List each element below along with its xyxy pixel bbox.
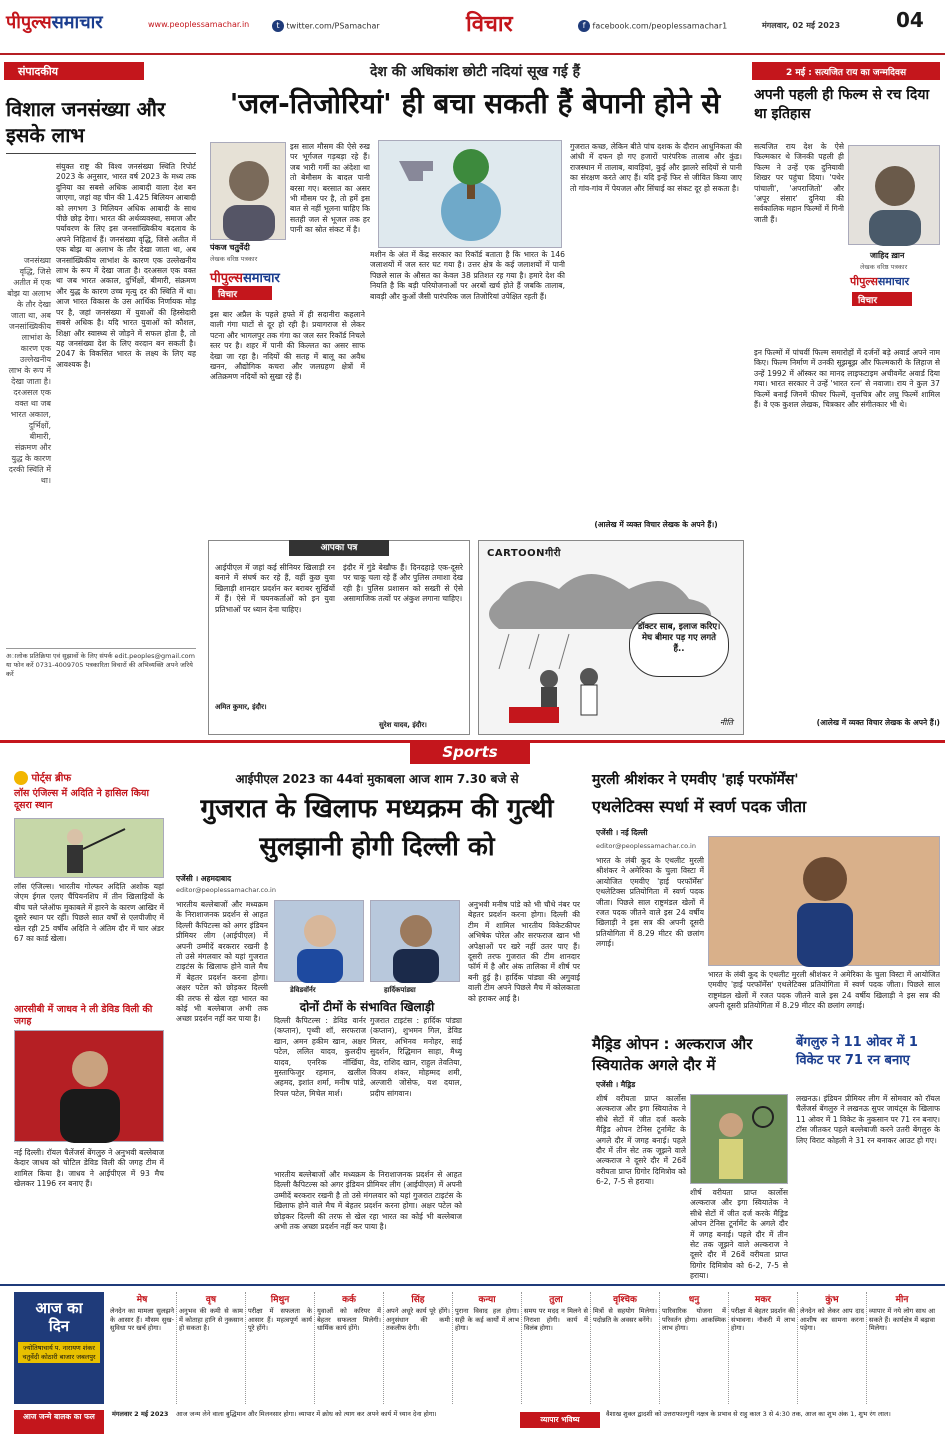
person-avatar-icon (275, 901, 365, 983)
ray-title: अपनी पहली ही फिल्म से रच दिया था इतिहास (754, 87, 930, 122)
murali-headline: एथलेटिक्स स्पर्धा में स्वर्ण पदक जीता (592, 797, 807, 816)
main-headline: 'जल-तिजोरियां' ही बचा सकती हैं बेपानी होने से (229, 87, 721, 120)
sports-band: Sports (410, 740, 530, 764)
cartoon-signature: नीति (719, 718, 733, 727)
birthday-text: आज जन्म लेने वाला बुद्धिमान और मिलनसार होगा। व्यापार में क्रोध को त्याग कर अपने कार्य में ध्यान देना होगा। (176, 1410, 437, 1418)
rashi-singh: सिंह अपने अधूरे कार्य पूरे होंगे। अनुसंधान की कमी तकलीफ देगी। (384, 1292, 453, 1404)
team2-list: गुजरात टाइटंस : हार्दिक पांड्या (कप्तान), शुभमन गिल, डेविड मिलर, अभिनव मनोहर, साई सुदर्शन, रिद्धिमान साहा, मैथ्यू वेड, राशिद खान, राहुल तेवतिया, विजय शंकर, मोहम्मद शमी, अल्जारी जोसेफ, यश दयाल, प्रदीप सांगवान। (370, 1016, 462, 1098)
rashi-kanya: कन्या पुराना विवाद हल होगा। सही के कई कार्यों में लाभ होगा। (453, 1292, 522, 1404)
editorial-pullquote: जनसंख्या वृद्धि, जिसे अतीत में एक बोझ या अलाभ के तौर देखा जाता था, अब जनसांख्यिकीय लाभांश के कारण एक उल्लेखनीय लाभ के रूप में देखा जाता है। दरअसल एक वक्त था जब भारत अकाल, दुर्भिक्षों, बीमारी, संक्रमण और युद्ध के कारण दरकी स्थिति में था। (7, 256, 51, 485)
today-label-1: आज का (35, 1299, 83, 1317)
main-kicker: देश की अधिकांश छोटी नदियां सूख गई हैं (369, 64, 581, 80)
murali-agency: एजेंसी । नई दिल्ली (596, 828, 648, 837)
website-link[interactable]: www.peoplessamachar.in (148, 20, 250, 29)
rashi-mithun: मिथुन परीक्षा में सफलता के आसार हैं। महत्वपूर्ण कार्य पूरे होंगे। (246, 1292, 315, 1404)
editorial-footer: अालोक प्रतिक्रिया एवं सुझावों के लिए संपर्क edit.peoples@gmail.com या फोन करें 0731-4009705 पत्रकारिता विचारों की अभिव्यक्ति अपने जरिये करें (6, 648, 196, 679)
ray-author-role: लेखक वरिष्ठ पत्रकार (860, 263, 908, 271)
ray-brand-tag: विचार (852, 292, 912, 306)
madrid-body-cont: शीर्ष वरीयता प्राप्त कार्लोस अल्कराज और इगा स्वियातेक ने सीधे सेटों में जीत दर्ज करके मैड्रिड ओपन टेनिस टूर्नामेंट के अगले दौर में जगह बनाई। पहले दौर में तीन सेट तक जूझने वाले अल्कराज ने दूसरे दौर में 26वें वरीयता प्राप्त ग्रिगोर दिमित्रोव को 6-2, 7-5 से हराया। (690, 1188, 788, 1280)
warner-photo (274, 900, 364, 982)
main-footnote: (आलेख में व्यक्त विचार लेखक के अपने हैं।) (594, 520, 718, 529)
person-avatar-icon (849, 146, 941, 246)
horoscope-rule (0, 1284, 945, 1286)
globe-tree-icon (379, 141, 563, 249)
cricketer-icon (15, 1031, 165, 1143)
ball-icon (14, 771, 28, 785)
facebook-link[interactable]: f facebook.com/peoplessamachar1 (578, 20, 727, 32)
blr-headline: बेंगलुरु ने 11 ओवर में 1 विकेट पर 71 रन बनाए (796, 1035, 918, 1068)
letter-2-by: सुरेश यादव, इंदौर। (379, 721, 427, 729)
ipl-kicker: आईपीएल 2023 का 44वां मुकाबला आज शाम 7.30 बजे से (235, 772, 519, 786)
athlete-icon (709, 837, 941, 967)
horoscope-date: मंगलवार 2 मई 2023 (112, 1410, 169, 1418)
brief2-title: आरसीबी में जाधव ने ली डेविड विली की जगह (14, 1004, 153, 1027)
warner-tag: डेविडवॉर्नर (290, 986, 316, 994)
author-photo (210, 142, 286, 240)
murali-kicker: मुरली श्रीशंकर ने एमवीए 'हाई परफॉर्मेंस' (592, 772, 799, 788)
masthead-logo: पीपुल्ससमाचार (6, 12, 103, 33)
rashi-meen: मीन व्यापार में नये लोग साथ आ सकते हैं। कार्यक्षेत्र में बढ़ावा मिलेगा। (869, 1295, 935, 1333)
ray-intro: सत्यजित राय देश के ऐसे फिल्मकार थे जिनकी पहली ही फिल्म ने उन्हें एक दुनियावी शिखर पर पहुंचा दिया। 'पथेर पांचाली', 'अपराजितो' और 'अपूर संसार' दुनिया की सर्वकालिक महान फिल्मों में गिनी जाती हैं। (754, 142, 844, 224)
rashi-tula: तुला समय पर मदद न मिलने से निराशा होगी। कार्य में विलंब होगा। (522, 1292, 591, 1404)
teams-title: दोनों टीमों के संभावित खिलाड़ी (299, 1000, 435, 1014)
ray-footnote: (आलेख में व्यक्त विचार लेखक के अपने हैं।) (816, 718, 940, 727)
author-role: लेखक वरिष्ठ पत्रकार (210, 255, 258, 263)
cartoon-speech-bubble: डॉक्टर साब, इलाज करिए। मेघ बीमार पड़ गए लगते हैं.. (629, 613, 729, 677)
murali-body: भारत के लंबी कूद के एथलीट मुरली श्रीशंकर ने अमेरिका के चुला विस्टा में आयोजित एमवीए 'हाई परफॉर्मेंस' एथलेटिक्स प्रतियोगिता में स्वर्ण पदक जीता। पिछले साल राष्ट्रमंडल खेलों में रजत पदक जीतने वाले इस 24 वर्षीय खिलाड़ी ने इस सत्र की अपनी दूसरी प्रतियोगिता में 8.29 मीटर की छलांग लगाई। (596, 856, 704, 949)
cartoon-title: CARTOONगीरी (487, 548, 561, 559)
trade-label: व्यापार भविष्य (520, 1412, 600, 1428)
hardik-tag: हार्दिकपांड्या (384, 986, 416, 994)
brief1-body: लॉस एंजिल्स। भारतीय गोल्फर अदिति अशोक यहां जेएम ईगल एलए चैंपियनशिप में तीन खिलाड़ियों के बीच चले प्लेऑफ मुकाबले में हारने के कारण आखिर में दूसरे स्थान पर रहीं। पिछले सात वर्षों से एलपीजीए में खेल रही 25 वर्षीय अदिति ने अंतिम दौर में चार अंडर 67 का कार्ड खेला। (14, 882, 164, 944)
hardik-photo (370, 900, 460, 982)
blr-body: लखनऊ। इंडियन प्रीमियर लीग में सोमवार को रॉयल चैलेंजर्स बेंगलुरु ने लखनऊ सुपर जायंट्स के खिलाफ 11 ओवर में 1 विकेट के नुकसान पर 71 रन बनाए। टॉस जीतकर पहले बल्लेबाजी करने उतरी बेंगलुरु के लिए विराट कोहली ने 31 रन बनाकर आउट हो गए। (796, 1094, 940, 1145)
rashi-mesh: मेष लेनदेन का मामला सुलझने के आसार हैं। मौसम सुख-सुविधा पर खर्च होगा। (108, 1292, 177, 1404)
person-avatar-icon (211, 143, 287, 241)
rashi-kumbh: कुंभ लेनदेन को लेकर आप दाद आशीष का सामना करना पड़ेगा। (798, 1292, 867, 1404)
ray-author-photo (848, 145, 940, 245)
ipl-body-cont: भारतीय बल्लेबाजों और मध्यक्रम के निराशाजनक प्रदर्शन से आहत दिल्ली कैपिटल्स को अगर इंडियन प्रीमियर लीग (आईपीएल) में अपनी उम्मीदें बरकरार रखनी है तो उसे मंगलवार को यहां गुजरात टाइटंस के खिलाफ होने वाले मैच में बेहतर प्रदर्शन करना होगा। अक्षर पटेल को छोड़कर दिल्ली की तरफ से खेल रहा भारत का कोई भी बल्लेबाज अभी तक अच्छा प्रदर्शन नहीं कर पाया है। (274, 1170, 462, 1232)
letter-1: आईपीएल में जहां कई सीनियर खिलाड़ी रन बनाने में संघर्ष कर रहे हैं, वहीं कुछ युवा खिलाड़ी शानदार प्रदर्शन कर बराबर सुर्खियों में हैं। ऐसे में चयनकर्ताओं को इन युवा प्रतिभाओं पर ध्यान देना चाहिए। (215, 563, 335, 614)
madrid-body: शीर्ष वरीयता प्राप्त कार्लोस अल्कराज और इगा स्वियातेक ने सीधे सेटों में जीत दर्ज करके मैड्रिड ओपन टेनिस टूर्नामेंट के अगले दौर में जगह बनाई। पहले दौर में तीन सेट तक जूझने वाले अल्कराज ने दूसरे दौर में 26वें वरीयता प्राप्त ग्रिगोर दिमित्रोव को 6-2, 7-5 से हराया। (596, 1094, 686, 1187)
alcaraz-photo (690, 1094, 788, 1184)
ipl-headline: गुजरात के खिलाफ मध्यक्रम की गुत्थी सुलझानी होगी दिल्ली को (200, 794, 554, 862)
sports-brief-label: पोर्ट्स ब्रीफ (14, 770, 71, 785)
twitter-icon: t (272, 20, 284, 32)
ray-author-name: जाहिद ख़ान (870, 251, 905, 260)
jadhav-photo (14, 1030, 164, 1142)
madrid-agency: एजेंसी । मैड्रिड (596, 1080, 636, 1089)
murali-body-cont: भारत के लंबी कूद के एथलीट मुरली श्रीशंकर ने अमेरिका के चुला विस्टा में आयोजित एमवीए 'हाई परफॉर्मेंस' एथलेटिक्स प्रतियोगिता में स्वर्ण पदक जीता। पिछले साल राष्ट्रमंडल खेलों में रजत पदक जीतने वाले इस 24 वर्षीय खिलाड़ी ने इस सत्र की अपनी दूसरी प्रतियोगिता में 8.29 मीटर की छलांग लगाई। (708, 970, 940, 1011)
jyotish-name: ज्योतिषाचार्य प. नारायण शंकर चतुर्वेदी कोठारी बाजार जबलपुर (18, 1342, 100, 1363)
letter-2: इंदौर में गुंडे बेखौफ हैं। दिनदहाड़े एक-दूसरे पर चाकू चला रहे हैं और पुलिस तमाशा देख रही है। पुलिस प्रशासन को सख्ती से ऐसे असामाजिक तत्वों पर अंकुश लगाना चाहिए। (343, 563, 463, 604)
ray-brand-logo: पीपुल्ससमाचार (850, 275, 910, 288)
letters-title: आपका पत्र (289, 540, 389, 556)
divider (6, 153, 196, 154)
brand-tag: विचार (212, 286, 272, 300)
section-title: विचार (466, 12, 513, 37)
ray-banner: 2 मई : सत्यजित राय का जन्मदिवस (752, 62, 940, 80)
brief2-body: नई दिल्ली। रॉयल चैलेंजर्स बेंगलुरु ने अनुभवी बल्लेबाज केदार जाधव को चोटिल डेविड विली की जगह टीम में शामिल किया है। जाधव ने आईपीएल में 93 मैच खेलकर 1196 रन बनाए हैं। (14, 1148, 164, 1189)
water-tap-illustration (378, 140, 562, 248)
rashi-dhanu: धनु पारिवारिक योजना में परिवर्तन होगा। आकस्मिक लाभ होगा। (660, 1292, 729, 1404)
editorial-body: संयुक्त राष्ट्र की विश्व जनसंख्या स्थिति रिपोर्ट 2023 के अनुसार, भारत वर्ष 2023 के मध्य तक दुनिया का सबसे अधिक आबादी वाला देश बन जाएगा, जहां वह चीन की 1.425 बिलियन आबादी को लगभग 3 मिलियन अधिक आबादी के साथ पीछे छोड़ देगा। भारत की अर्थव्यवस्था, समाज और पर्यावरण के लिए इस जनसांख्यिकीय बदलाव के अपने निहितार्थ हैं। जनसंख्या वृद्धि, जिसे अतीत में एक बोझ या अलाभ के तौर देखा जाता था, अब जनसांख्यिकीय लाभांश के कारण एक उल्लेखनीय लाभ के रूप में देखा जाता है। दरअसल एक वक्त था जब भारत अकाल, दुर्भिक्षों, बीमारी, संक्रमण और युद्ध के कारण उच्च मृत्यु दर की स्थिति में था। आज भारत विकास के उस आर्थिक निर्णायक मोड़ पर है, जहां जनसंख्या में युवाओं की हिस्सेदारी सबसे अधिक है। यदि भारत युवाओं को कौशल, शिक्षा और स्वास्थ्य से जोड़ने में सफल होता है, तो यह जनसंख्या देश के लिए वरदान बन सकती है। 2047 के विकसित भारत के लक्ष्य के लिए यह आवश्यक है। (56, 162, 196, 369)
rashi-vrishchik: वृश्चिक मित्रों से सहयोग मिलेगा। पदोन्नति के अवसर बनेंगे। (591, 1292, 660, 1404)
ipl-body: भारतीय बल्लेबाजों और मध्यक्रम के निराशाजनक प्रदर्शन से आहत दिल्ली कैपिटल्स को अगर इंडियन प्रीमियर लीग (आईपीएल) में अपनी उम्मीदें बरकरार रखनी है तो उसे मंगलवार को यहां गुजरात टाइटंस के खिलाफ होने वाले मैच में बेहतर प्रदर्शन करना होगा। अक्षर पटेल को छोड़कर दिल्ली की तरफ से खेल रहा भारत का कोई भी बल्लेबाज अभी तक अच्छा प्रदर्शन नहीं कर पाया है। (176, 900, 268, 1024)
facebook-icon: f (578, 20, 590, 32)
issue-date: मंगलवार, 02 मई 2023 (762, 21, 841, 30)
editorial-title: विशाल जनसंख्या और इसके लाभ (6, 97, 166, 147)
ray-body: इन फिल्मों में पांचवीं फिल्म समारोहों में दर्जनों बड़े अवार्ड अपने नाम किए। फिल्म निर्माण में उनकी सूझबूझ और फिल्मकारी के लिहाज से उन्हें 1992 में ऑस्कर का मानद लाइफटाइम अचीवमेंट अवार्ड दिया गया। भारत सरकार ने उन्हें 'भारत रत्न' से नवाजा। राय ने कुल 37 फिल्में बनाईं जिनमें फीचर फिल्में, वृत्तचित्र और लघु फिल्में शामिल हैं। वे एक कुशल लेखक, चित्रकार और संगीतकार भी थे। (754, 348, 940, 410)
golfer-photo (14, 818, 164, 878)
main-col-3: मशीन के अंत में केंद्र सरकार का रिकॉर्ड बताता है कि भारत के 146 जलाशयों में जल स्तर घट गया है। उत्तर क्षेत्र के कई जलाशयों में पानी पिछले साल के औसत का केवल 38 प्रतिशत रह गया है। हमारे देश की नियति है कि बड़ी परियोजनाओं पर अरबों खर्च होते हैं जबकि तालाब, बावड़ी और कुओं जैसी पारंपरिक जल तिजोरियां उपेक्षित रहती हैं। (370, 250, 565, 301)
rashi-makar: मकर परीक्षा में बेहतर प्रदर्शन की संभावना। नौकरी में लाभ होगा। (729, 1292, 798, 1404)
golfer-icon (15, 819, 165, 879)
sreeshankar-photo (708, 836, 940, 966)
today-box (14, 1292, 104, 1404)
editorial-label: संपादकीय (4, 62, 144, 80)
author-name: पंकज चतुर्वेदी (210, 243, 250, 252)
ipl-agency: एजेंसी । अहमदाबाद (176, 874, 232, 883)
person-avatar-icon (371, 901, 461, 983)
today-label-2: दिन (48, 1317, 70, 1335)
ipl-body-2: अनुभवी मनीष पांडे को भी चौथे नंबर पर बेहतर प्रदर्शन करना होगा। दिल्ली की टीम में शामिल भारतीय विकेटकीपर अभिषेक पोरेल और सरफराज खान भी अपेक्षाओं पर खरे नहीं उतर पाए हैं। दूसरी तरफ गुजरात की टीम शानदार फॉर्म में है और अंक तालिका में शीर्ष पर बनी हुई है। हार्दिक पांड्या की अगुवाई वाली टीम अपने पिछले मैच में कोलकाता को हराकर आई है। (468, 900, 580, 1003)
main-col-2: इस बार अप्रैल के पहले हफ्ते में ही सदानीरा कहलाने वाली गंगा घाटों से दूर हो रही है। प्रयागराज से लेकर पटना और भागलपुर तक गंगा का जल स्तर रिकॉर्ड निचले स्तर पर है। शहर में पानी की किल्लत का असर साफ देखा जा रहा है। नदियों की सतह में बालू का अवैध खनन, औद्योगिक कचरा और जलग्रहण क्षेत्रों में अतिक्रमण नदियों को सुखा रहे हैं। (210, 310, 365, 382)
tennis-player-icon (691, 1095, 789, 1185)
cartoon-panel (478, 540, 744, 735)
brand-logo: पीपुल्ससमाचार (210, 271, 280, 286)
main-col-1: इस साल मौसम की ऐसे रुख पर भूर्गजल गड़बड़ा रहे हैं। जब भारी गर्मी का अंदेशा था तो बेमौसम के बादल पानी बरसा गए। बरसात का असर भी मौसम पर है, तो हमें इस बात से नहीं भूलना चाहिए कि सतही जल से भूजल तक हर पानी का स्रोत संकट में है। (290, 142, 370, 235)
rashi-grid (108, 1292, 940, 1404)
rashi-kark: कर्क युवाओं को करियर में बेहतर सफलता मिलेगी। धार्मिक कार्य होंगे। (315, 1292, 384, 1404)
team1-list: दिल्ली कैपिटल्स : डेविड वार्नर (कप्तान), पृथ्वी शॉ, सरफराज खान, अमन हकीम खान, अक्षर पटेल, ललित यादव, कुलदीप यादव, एनरिक नॉर्खिया, मुस्ताफिजुर रहमान, खलील अहमद, इशांत शर्मा, मनीष पांडे, रिपल पटेल, मिचेल मार्श। (274, 1016, 366, 1098)
ipl-email: editor@peoplessamachar.co.in (176, 886, 276, 894)
masthead (0, 0, 945, 55)
rashi-vrish: वृष अनुभव की कमी से काम में कोताहा हानि से नुकसान हो सकता है। (177, 1292, 246, 1404)
twitter-link[interactable]: t twitter.com/PSamachar (272, 20, 380, 32)
murali-email: editor@peoplessamachar.co.in (596, 842, 696, 850)
brief1-title: लॉस एंजिल्स में अदिति ने हासिल किया दूसरा स्थान (14, 788, 149, 811)
main-col-4: गुजरात कच्छ, लेकिन बीते पांच दशक के दौरान आधुनिकता की आंधी में दफन हो गए हजारों पारंपरिक तालाब और कुंड। राजस्थान में तालाब, बावड़ियां, कुई और झालरे सदियों से पानी का संरक्षण करते आए हैं। यदि इन्हें फिर से जीवित किया जाए तो गांव-गांव में पेयजल और सिंचाई का संकट दूर हो सकता है। (570, 142, 742, 193)
panchang-text: वैशाख शुक्ल द्वादशी को उत्तराफाल्गुनी नक्षत्र के प्रभाव से राहु काल 3 से 4:30 तक, आज का शुभ अंक 1, शुभ रंग लाल। (606, 1410, 891, 1418)
birthday-label: आज जन्मे बालक का फल (14, 1410, 104, 1434)
page-number: 04 (896, 8, 924, 32)
letters-box (208, 540, 470, 735)
madrid-headline: मैड्रिड ओपन : अल्कराज और स्वियातेक अगले दौर में (592, 1035, 753, 1074)
letter-1-by: अमित कुमार, इंदौर। (215, 703, 267, 711)
